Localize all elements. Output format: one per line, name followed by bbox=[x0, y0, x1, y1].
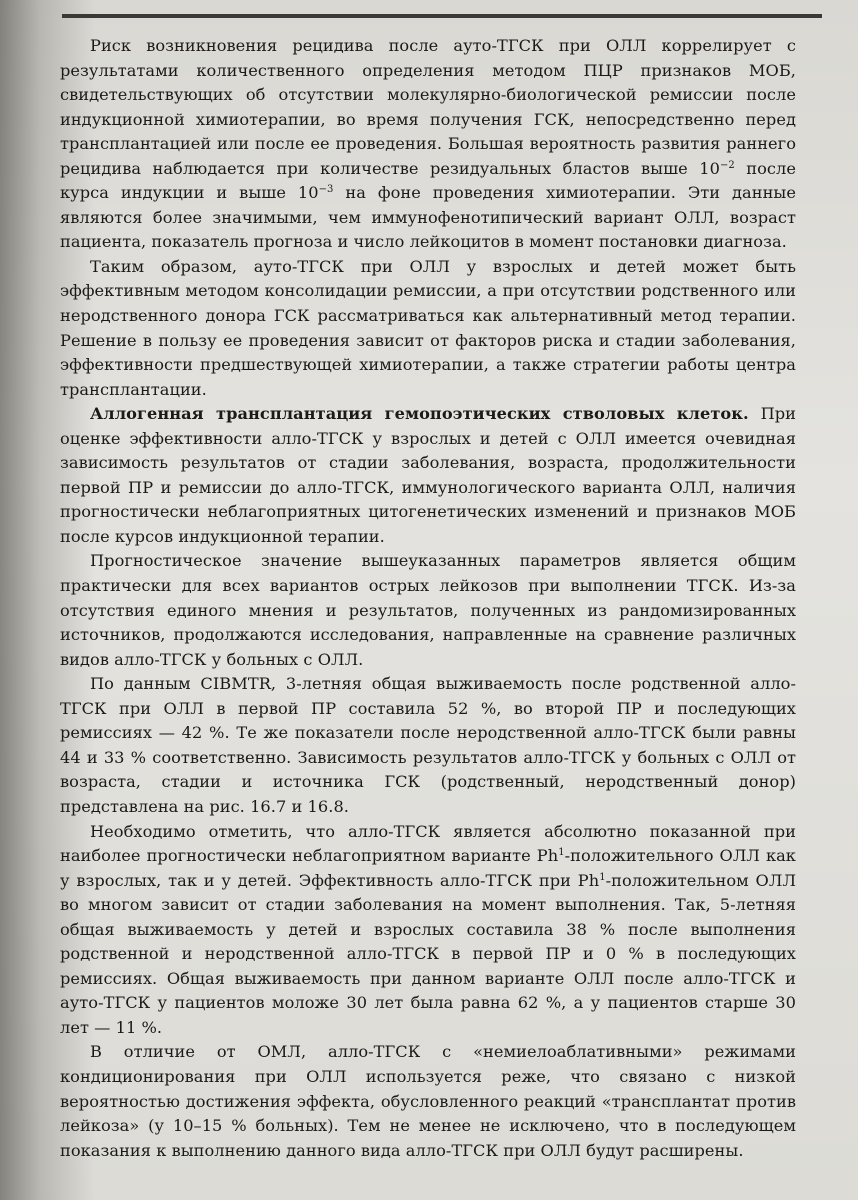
paragraph-relapse-risk: Риск возникновения рецидива после ауто-ТГСК при ОЛЛ коррелирует с результатами количественного определения методом ПЦР признаков МОБ, свидетельствующих об отсутствии молекулярно-биологической ремиссии после индукционной химиотерапии, во время получения ГСК, непосредственно перед трансплантацией или после ее проведения. Большая вероятность развития раннего рецидива наблюдается при количестве резидуальных бластов выше $10^{-2}$ после курса индукции и выше $10^{-3}$ на фоне проведения химиотерапии. Эти данные являются более значимыми, чем иммунофенотипический вариант ОЛЛ, возраст пациента, показатель прогноза и число лейкоцитов в момент постановки диагноза. bbox=[60, 36, 796, 252]
paragraph-allogeneic-transplant: Аллогенная трансплантация гемопоэтических стволовых клеток. При оценке эффективности алло-ТГСК у взрослых и детей с ОЛЛ имеется очевидная зависимость результатов от стадии заболевания, возраста, продолжительности первой ПР и ремиссии до алло-ТГСК, иммунологического варианта ОЛЛ, наличия прогностически неблагоприятных цитогенетических изменений и признаков МОБ после курсов индукционной терапии. bbox=[60, 404, 796, 546]
paragraph-auto-tgsk-conclusion: Таким образом, ауто-ТГСК при ОЛЛ у взрослых и детей может быть эффективным методом консолидации ремиссии, а при отсутствии родственного или неродственного донора ГСК рассматриваться как альтернативный метод терапии. Решение в пользу ее проведения зависит от факторов риска и стадии заболевания, эффективности предшествующей химиотерапии, а также стратегии работы центра трансплантации. bbox=[60, 256, 796, 399]
paragraph-nonmyeloablative: В отличие от ОМЛ, алло-ТГСК с «немиелоаблативными» режимами кондиционирования при ОЛЛ используется реже, что связано с низкой вероятностью достижения эффекта, обусловленного реакций «трансплантат против лейкоза» (у 10–15 % больных). Тем не менее не исключено, что в последующем показания к выполнению данного вида алло-ТГСК при ОЛЛ будут расширены. bbox=[60, 1042, 796, 1160]
body-text bbox=[60, 34, 796, 1163]
paragraph-ph-positive: Необходимо отметить, что алло-ТГСК является абсолютно показанной при наиболее прогностически неблагоприятном варианте Ph$^1$-положительного ОЛЛ как у взрослых, так и у детей. Эффективность алло-ТГСК при Ph$^1$-положительном ОЛЛ во многом зависит от стадии заболевания на момент выполнения. Так, 5-летняя общая выживаемость у детей и взрослых составила 38 % после выполнения родственной и неродственной алло-ТГСК в первой ПР и 0 % в последующих ремиссиях. Общая выживаемость при данном варианте ОЛЛ после алло-ТГСК и ауто-ТГСК у пациентов моложе 30 лет была равна 62 %, а у пациентов старше 30 лет — 11 %. bbox=[60, 821, 796, 1037]
paragraph-prognostic-value: Прогностическое значение вышеуказанных параметров является общим практически для всех вариантов острых лейкозов при выполнении ТГСК. Из-за отсутствия единого мнения и результатов, полученных из рандомизированных источников, продолжаются исследования, направленные на сравнение различных видов алло-ТГСК у больных с ОЛЛ. bbox=[60, 551, 796, 669]
paragraph-cibmtr-data: По данным CIBMTR, 3-летняя общая выживаемость после родственной алло-ТГСК при ОЛЛ в первой ПР составила 52 %, во второй ПР и последующих ремиссиях — 42 %. Те же показатели после неродственной алло-ТГСК были равны 44 и 33 % соответственно. Зависимость результатов алло-ТГСК у больных с ОЛЛ от возраста, стадии и источника ГСК (родственный, неродственный донор) представлена на рис. 16.7 и 16.8. bbox=[60, 674, 796, 816]
section-heading: Аллогенная трансплантация гемопоэтических стволовых клеток. bbox=[90, 404, 749, 424]
header-rule bbox=[62, 14, 822, 18]
